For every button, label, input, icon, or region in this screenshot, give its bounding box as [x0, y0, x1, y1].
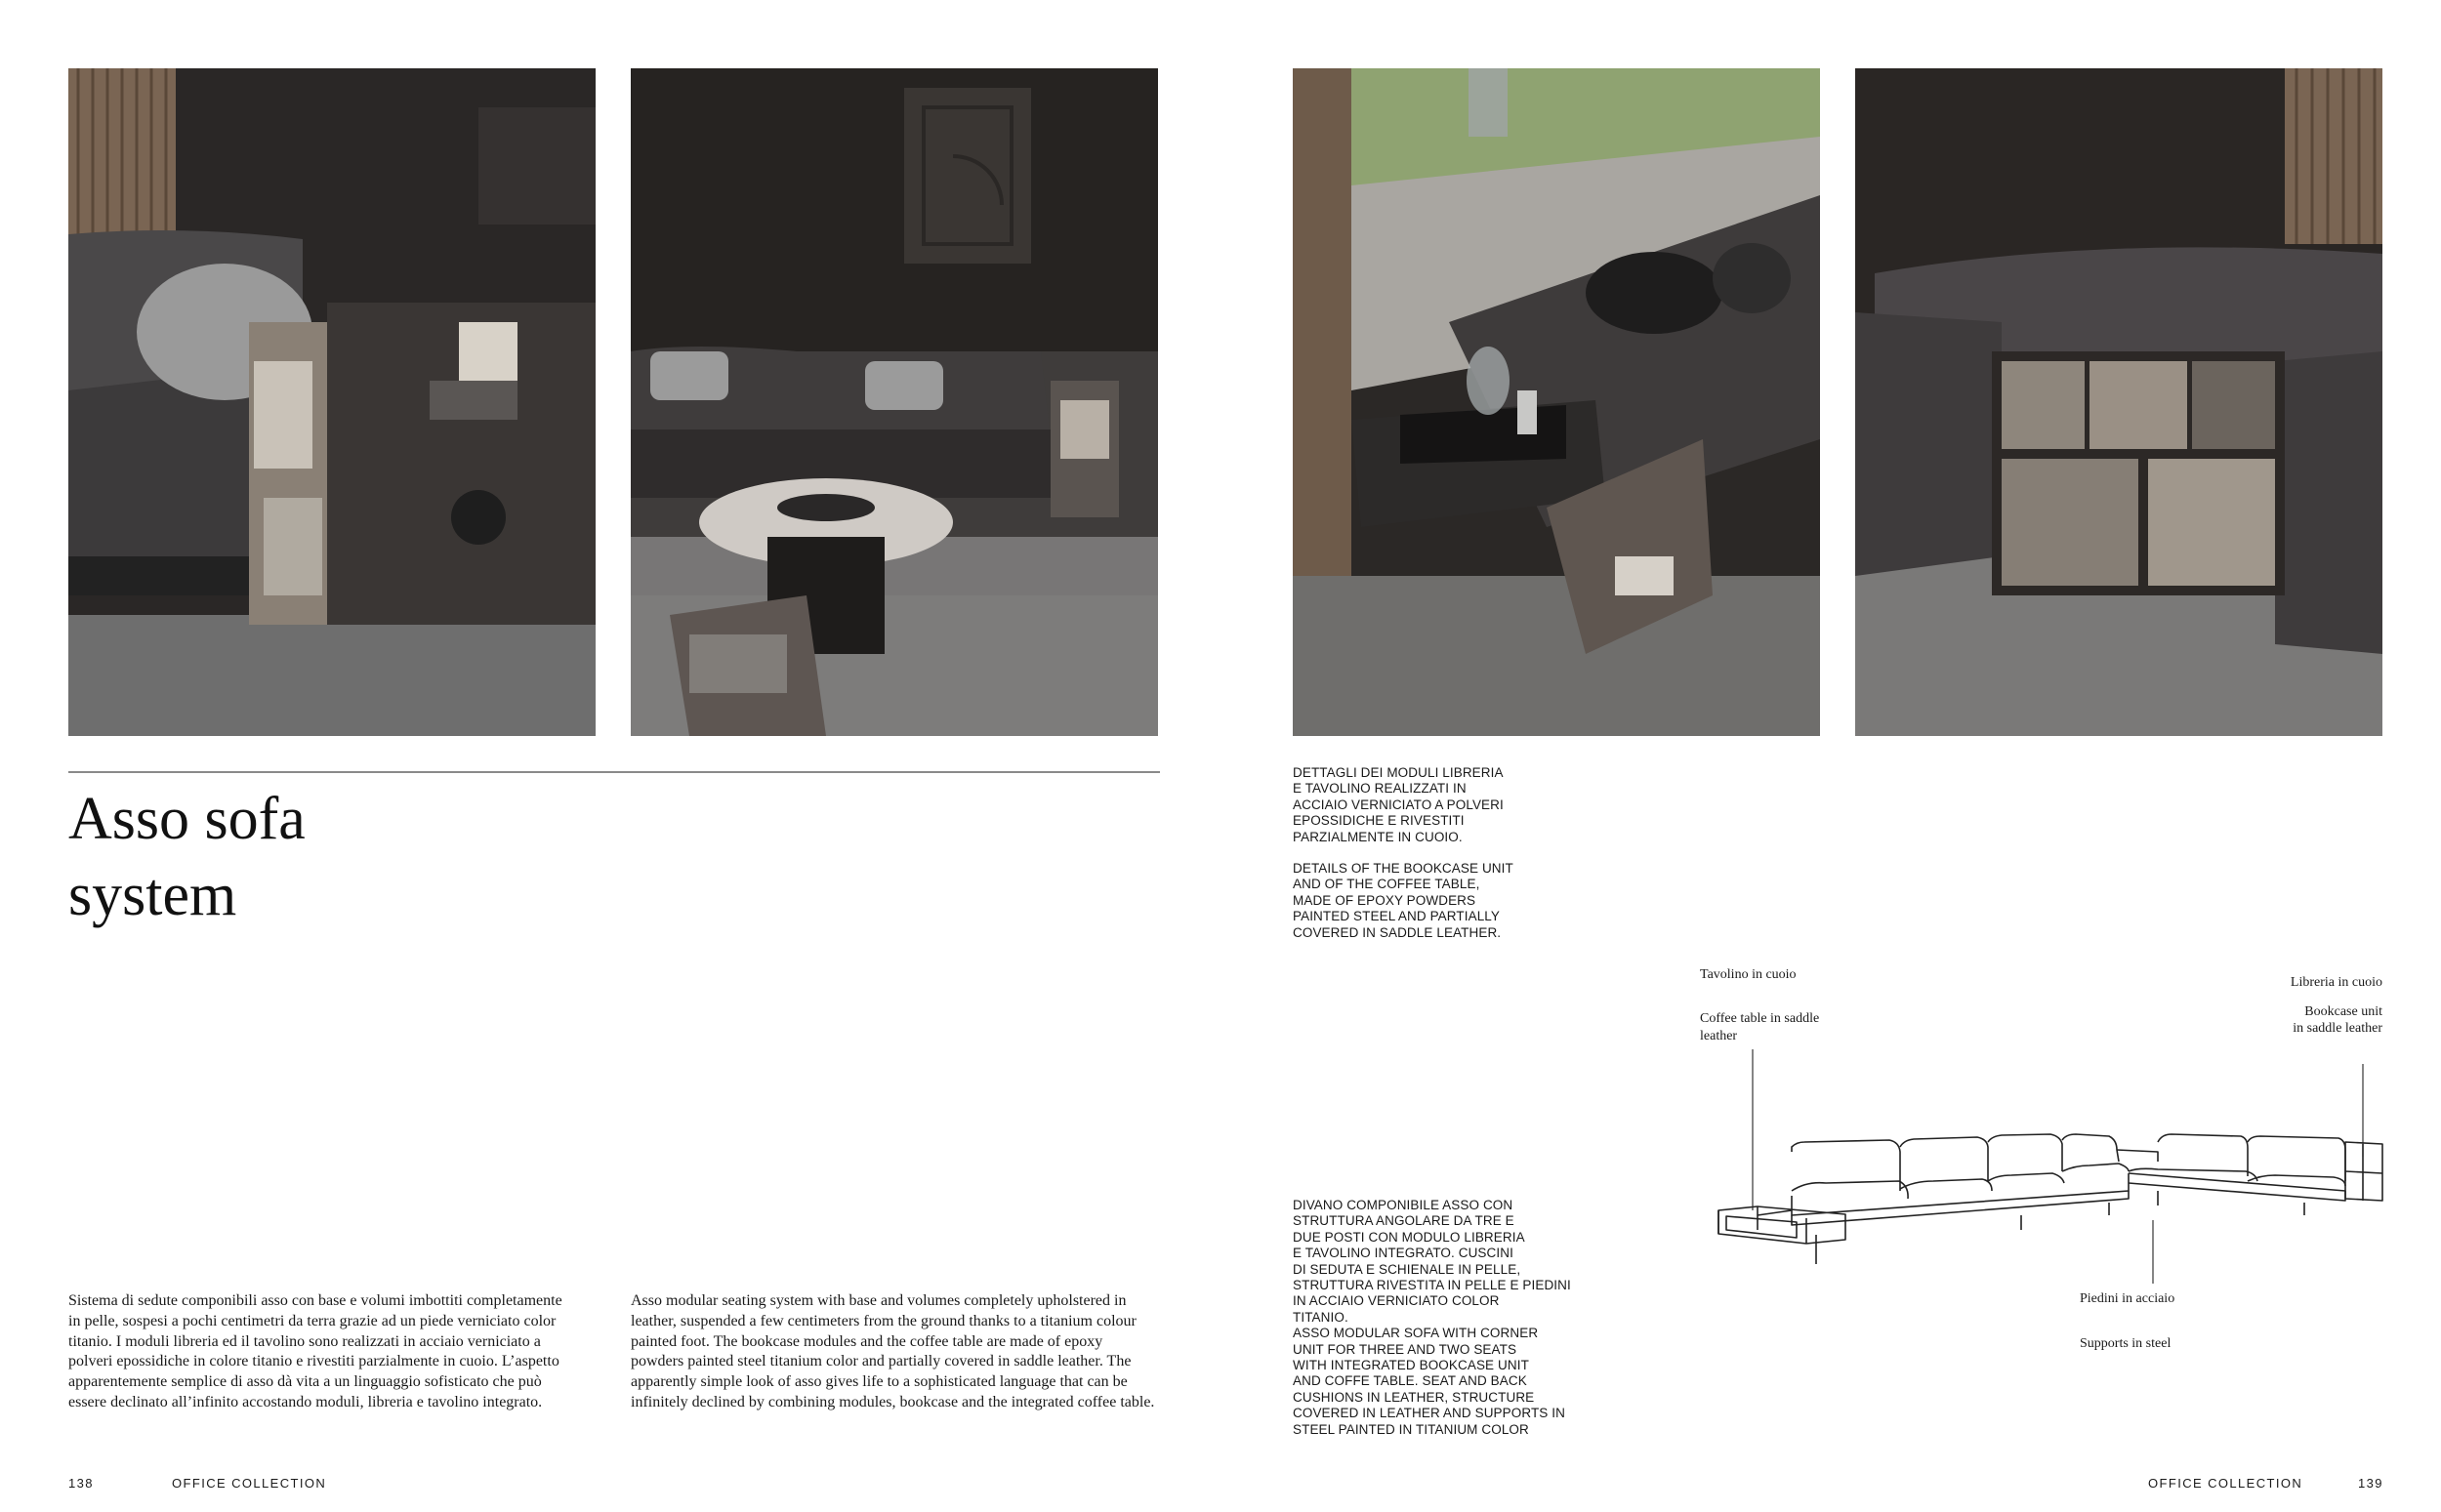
label-libreria-en-1: Bookcase unit — [2304, 1004, 2382, 1019]
photo-sofa-bookcase-arm — [68, 68, 596, 736]
label-piedini-it: Piedini in acciaio — [2080, 1291, 2175, 1306]
photo-caption-italian: DETTAGLI DEI MODULI LIBRERIA E TAVOLINO REALIZZATI IN ACCIAIO VERNICIATO A POLVERI EPOSSIDICHE E RIVESTITI PARZIALMENTE IN CUOIO. — [1293, 765, 1504, 844]
sofa-description: DIVANO COMPONIBILE ASSO CON STRUTTURA ANGOLARE DA TRE E DUE POSTI CON MODULO LIBRERIA E TAVOLINO INTEGRATO. CUSCINI DI SEDUTA E SCHIENALE IN PELLE, STRUTTURA RIVESTITA IN PELLE E PIEDINI IN ACCIAIO VERNICIATO COLOR TITANIO. ASSO MODULAR SOFA WITH CORNER UNIT FOR THREE AND TWO SEATS WITH INTEGRATED BOOKCASE UNIT AND COFFE TABLE. SEAT AND BACK CUSHIONS IN LEATHER, STRUCTURE COVERED IN LEATHER AND SUPPORTS IN STEEL PAINTED IN TITANIUM COLOR — [1293, 1198, 1571, 1437]
photo-caption-english: DETAILS OF THE BOOKCASE UNIT AND OF THE COFFEE TABLE, MADE OF EPOXY POWDERS PAINTED STEEL AND PARTIALLY COVERED IN SADDLE LEATHER. — [1293, 861, 1513, 940]
body-text-italian: Sistema di sedute componibili asso con base e volumi imbottiti completamente in pelle, sospesi a pochi centimetri da terra grazie ad un piede verniciato color titanio. I moduli libreria ed il tavolino sono realizzati in acciaio verniciato a polveri epossidiche in colore titanio e rivestiti parzialmente in cuoio. L’aspetto apparentemente semplice di asso dà vita a un linguaggio sofisticato che può essere declinato all’infinito accostando moduli, libreria e tavolino integrato. — [68, 1292, 562, 1410]
sofa-line-drawing — [1699, 1035, 2402, 1308]
photo-sofa-back-bookcase — [1855, 68, 2382, 736]
page-number-left: 138 — [68, 1476, 94, 1491]
body-text-english: Asso modular seating system with base and volumes completely upholstered in leather, suspended a few centimeters from the ground thanks to a titanium colour painted foot. The bookcase modules and the coffee table are made of epoxy powders painted steel titanium color and partially covered in saddle leather. The apparently simple look of asso gives life to a sophisticated language that can be infinitely declined by combining modules, bookcase and the integrated coffee table. — [631, 1292, 1155, 1410]
title-line-2: system — [68, 862, 237, 928]
label-libreria-it: Libreria in cuoio — [2290, 975, 2382, 990]
photo-coffee-table-detail — [1293, 68, 1820, 736]
label-libreria-en-2: in saddle leather — [2293, 1021, 2382, 1036]
footer-label-right: OFFICE COLLECTION — [2148, 1476, 2303, 1491]
photo-sofa-coffee-table — [631, 68, 1158, 736]
footer-label-left: OFFICE COLLECTION — [172, 1476, 327, 1491]
page-title — [68, 781, 654, 933]
label-tavolino-en: Coffee table in saddle leather — [1700, 1011, 1820, 1043]
label-piedini-en: Supports in steel — [2080, 1336, 2172, 1351]
label-tavolino-it: Tavolino in cuoio — [1700, 967, 1797, 982]
page-number-right: 139 — [2358, 1476, 2383, 1491]
title-rule — [68, 771, 1160, 773]
title-line-1: Asso sofa — [68, 786, 306, 852]
